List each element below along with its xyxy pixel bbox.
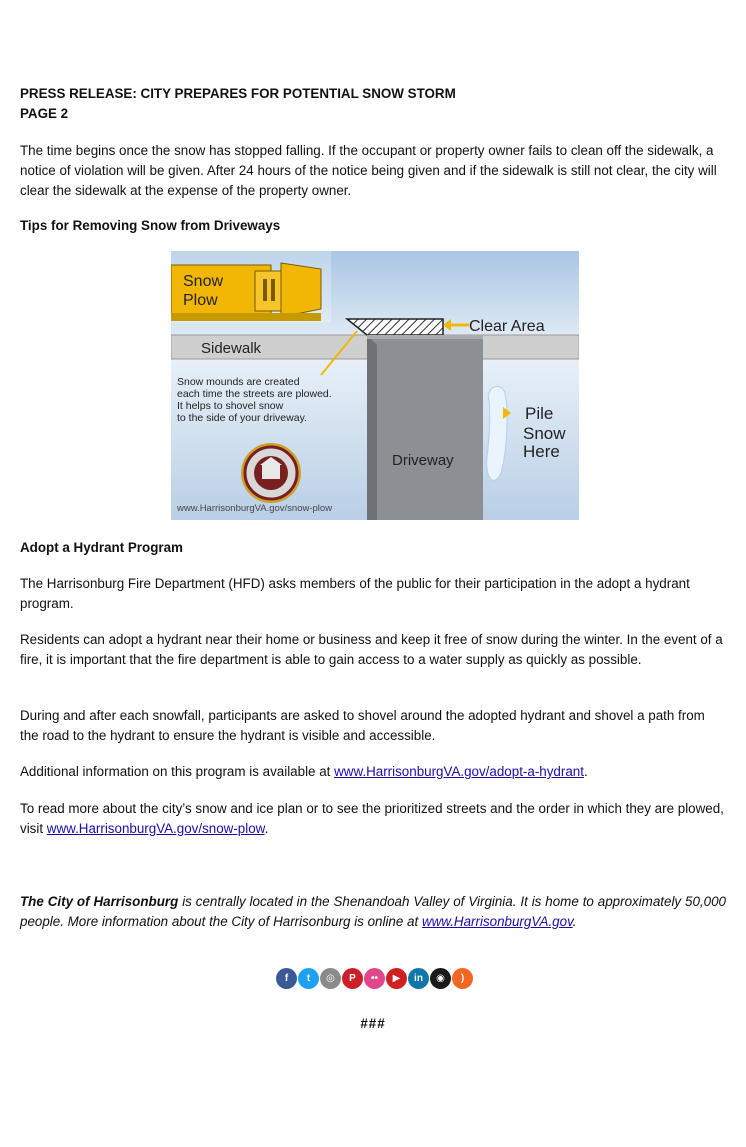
hydrant-p5-end: . xyxy=(264,821,269,836)
city-seal-logo xyxy=(241,443,301,503)
city-name: The City of Harrisonburg xyxy=(20,894,179,909)
linkedin-icon[interactable]: in xyxy=(408,968,429,989)
figure-url: www.HarrisonburgVA.gov/snow-plow xyxy=(177,503,333,514)
clear-area-label: Clear Area xyxy=(469,318,545,335)
rss-icon[interactable]: ) xyxy=(452,968,473,989)
hydrant-heading: Adopt a Hydrant Program xyxy=(20,540,183,555)
hydrant-p5-text: To read more about the city’s snow and ice plan or to see the prioritized streets and the order in which they are plowed, visit xyxy=(20,801,724,836)
driveway-label: Driveway xyxy=(392,452,454,469)
snow-removal-diagram xyxy=(171,251,579,520)
twitter-icon[interactable]: t xyxy=(298,968,319,989)
page-number: PAGE 2 xyxy=(20,106,69,121)
tips-heading: Tips for Removing Snow from Driveways xyxy=(20,218,281,233)
hydrant-paragraph-5 xyxy=(20,799,726,839)
pile-line2: Snow xyxy=(523,424,566,443)
hydrant-paragraph-3: During and after each snowfall, participants are asked to shovel around the adopted hydrant and shovel a path from the road to the hydrant to ensure the hydrant is visible and accessible. xyxy=(20,708,705,743)
press-release-header xyxy=(20,84,456,124)
mounds-line4: to the side of your driveway. xyxy=(177,412,307,424)
plow-label-line1: Snow xyxy=(183,273,224,290)
hydrant-paragraph-1: The Harrisonburg Fire Department (HFD) asks members of the public for their participation in the adopt a hydrant program. xyxy=(20,576,690,611)
about-city-paragraph xyxy=(20,892,726,932)
snow-plow-link[interactable]: www.HarrisonburgVA.gov/snow-plow xyxy=(46,821,265,836)
social-media-icons xyxy=(276,968,473,989)
pinterest-icon[interactable]: P xyxy=(342,968,363,989)
facebook-icon[interactable]: f xyxy=(276,968,297,989)
about-city-end: . xyxy=(572,914,577,929)
hydrant-paragraph-2: Residents can adopt a hydrant near their home or business and keep it free of snow during the winter. In the event of a fire, it is important that the fire department is able to gain access to a water supply as quickly as possible. xyxy=(20,632,723,667)
pile-line1: Pile xyxy=(525,404,554,423)
driveway-shape xyxy=(367,335,483,520)
press-release-title: PRESS RELEASE: CITY PREPARES FOR POTENTIAL SNOW STORM xyxy=(20,86,456,101)
pile-line3: Here xyxy=(523,442,560,461)
hydrant-p4-end: . xyxy=(583,764,588,779)
intro-paragraph: The time begins once the snow has stopped falling. If the occupant or property owner fails to clean off the sidewalk, a notice of violation will be given. After 24 hours of the notice being given and if the sidewalk is still not clear, the city will clear the sidewalk at the expense of the property owner. xyxy=(20,143,717,198)
hydrant-paragraph-4 xyxy=(20,762,726,782)
adopt-hydrant-link[interactable]: www.HarrisonburgVA.gov/adopt-a-hydrant xyxy=(334,764,584,779)
city-website-link[interactable]: www.HarrisonburgVA.gov xyxy=(421,914,573,929)
youtube-icon[interactable]: ▶ xyxy=(386,968,407,989)
mounds-line3: It helps to shovel snow xyxy=(177,400,284,412)
about-city-text: is centrally located in the Shenandoah Valley of Virginia. It is home to approximately 50,000 people. More information about the City of Harrisonburg is online at xyxy=(20,894,726,929)
end-mark: ### xyxy=(360,1016,386,1031)
instagram-icon[interactable]: ◎ xyxy=(320,968,341,989)
hydrant-p4-text: Additional information on this program is available at xyxy=(20,764,335,779)
mounds-line2: each time the streets are plowed. xyxy=(177,388,332,400)
mounds-line1: Snow mounds are created xyxy=(177,376,300,388)
vimeo-icon[interactable]: ◉ xyxy=(430,968,451,989)
flickr-icon[interactable]: •• xyxy=(364,968,385,989)
plow-label-line2: Plow xyxy=(183,292,218,309)
sidewalk-label: Sidewalk xyxy=(201,340,262,357)
